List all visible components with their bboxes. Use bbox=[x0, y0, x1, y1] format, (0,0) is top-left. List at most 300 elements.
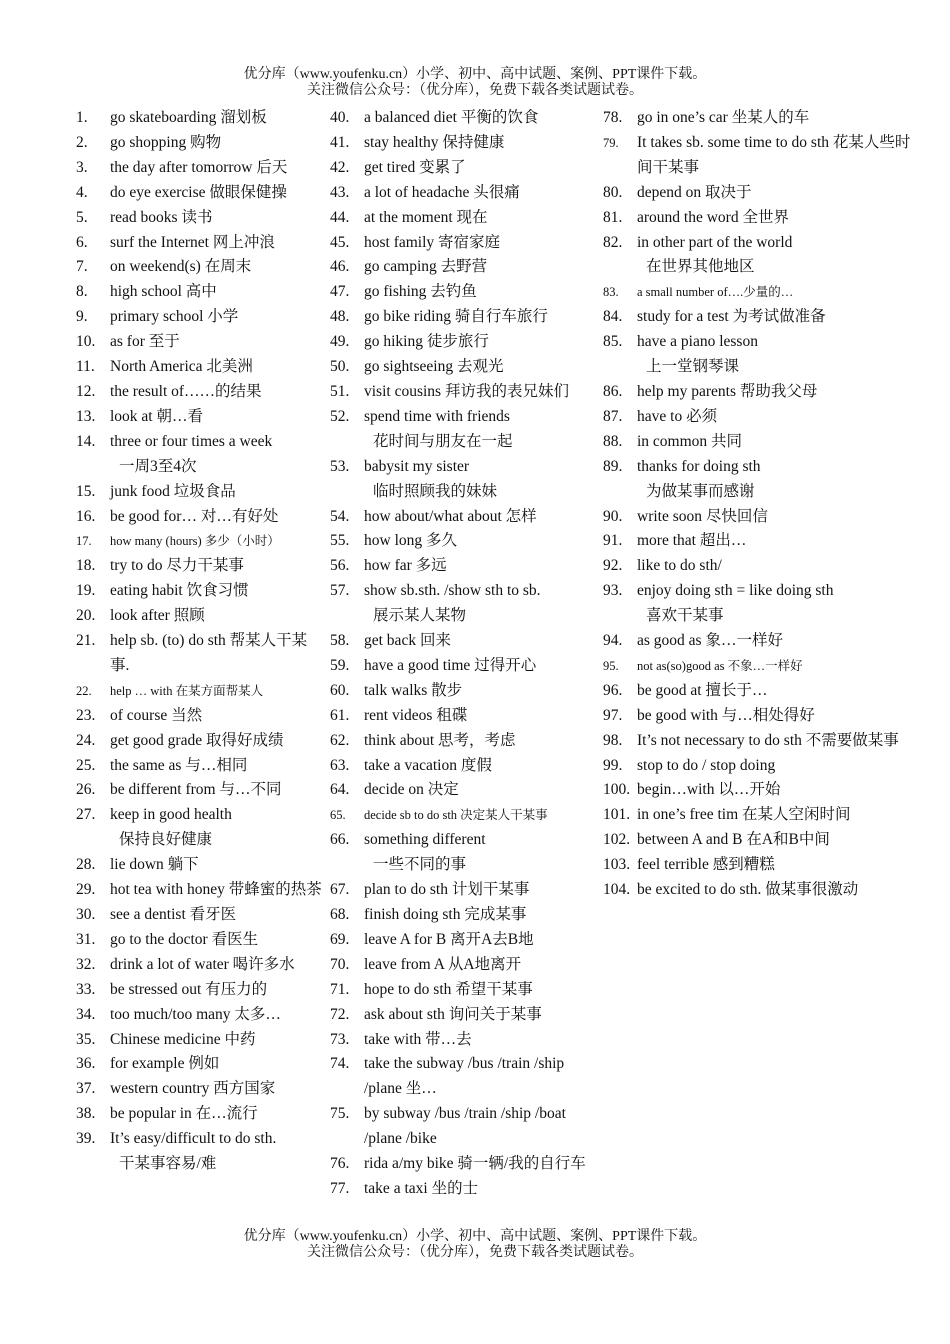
item-text-block bbox=[364, 405, 598, 455]
item-text: keep in good health bbox=[110, 806, 232, 824]
item-text: be good with 与…相处得好 bbox=[637, 706, 815, 724]
header-line-1: 优分库（www.youfenku.cn）小学、初中、高中试题、案例、PPT课件下载。 bbox=[243, 67, 707, 82]
item-text: It’s not necessary to do sth 不需要做某事 bbox=[637, 731, 899, 749]
item-text: not as(so)good as 不象…一样好 bbox=[637, 658, 803, 673]
item-text-block bbox=[364, 355, 598, 380]
item-text: more that 超出… bbox=[637, 532, 747, 550]
item-text: help … with 在某方面帮某人 bbox=[110, 683, 264, 698]
item-translation: 上一堂钢琴课 bbox=[646, 358, 740, 376]
item-text: show sb.sth. /show sth to sb. bbox=[364, 582, 541, 600]
item-number: 77. bbox=[330, 1179, 350, 1197]
item-number: 30. bbox=[76, 906, 96, 923]
item-text: be different from 与…不同 bbox=[110, 781, 282, 799]
item-text: go to the doctor 看医生 bbox=[110, 930, 259, 948]
item-text-block bbox=[364, 131, 598, 156]
item-text-block bbox=[364, 629, 598, 654]
item-text: decide sb to do sth 决定某人干某事 bbox=[364, 808, 548, 823]
list-item bbox=[330, 255, 598, 280]
item-text-block bbox=[364, 206, 598, 231]
item-text: go hiking 徒步旅行 bbox=[364, 333, 489, 351]
item-text-block bbox=[110, 106, 322, 131]
item-number: 16. bbox=[76, 507, 96, 525]
item-text: enjoy doing sth = like doing sth bbox=[637, 582, 834, 600]
item-text-block bbox=[364, 156, 598, 181]
list-item bbox=[76, 355, 322, 380]
item-text: surf the Internet 网上冲浪 bbox=[110, 233, 275, 251]
list-item bbox=[330, 330, 598, 355]
list-item bbox=[330, 1177, 598, 1202]
item-number: 25. bbox=[76, 756, 96, 774]
item-text: take the subway /bus /train /ship /plane 坐… bbox=[364, 1055, 565, 1098]
item-number: 64. bbox=[330, 781, 350, 799]
item-text: visit cousins 拜访我的表兄妹们 bbox=[364, 382, 569, 400]
list-item bbox=[76, 1028, 322, 1053]
list-item bbox=[603, 330, 925, 380]
item-number: 56. bbox=[330, 557, 350, 575]
item-text-block bbox=[364, 330, 598, 355]
item-number: 72. bbox=[330, 1005, 350, 1023]
item-text-block bbox=[364, 1152, 598, 1177]
item-number: 87. bbox=[603, 407, 623, 425]
list-item bbox=[76, 255, 322, 280]
item-number: 13. bbox=[76, 407, 96, 425]
item-text: leave A for B 离开A去B地 bbox=[364, 930, 534, 948]
list-item bbox=[330, 754, 598, 779]
item-text: rida a/my bike 骑一辆/我的自行车 bbox=[364, 1155, 586, 1173]
item-text-block bbox=[110, 280, 322, 305]
item-text-block bbox=[637, 330, 925, 380]
list-item bbox=[603, 579, 925, 629]
item-text-block bbox=[364, 953, 598, 978]
item-text: depend on 取决于 bbox=[637, 183, 752, 201]
item-number: 53. bbox=[330, 457, 350, 475]
item-text: rent videos 租碟 bbox=[364, 706, 468, 724]
list-item bbox=[76, 231, 322, 256]
item-number: 93. bbox=[603, 582, 623, 600]
item-number: 54. bbox=[330, 507, 350, 525]
item-number: 14. bbox=[76, 432, 96, 450]
item-text-block bbox=[364, 505, 598, 530]
item-number: 28. bbox=[76, 856, 96, 874]
item-text: drink a lot of water 喝许多水 bbox=[110, 955, 295, 973]
item-text: host family 寄宿家庭 bbox=[364, 233, 501, 251]
item-number: 19. bbox=[76, 582, 96, 600]
list-item bbox=[330, 828, 598, 878]
list-item bbox=[76, 629, 322, 679]
column-1 bbox=[76, 106, 322, 1177]
item-number: 86. bbox=[603, 382, 623, 400]
item-text-block bbox=[364, 654, 598, 679]
item-number: 97. bbox=[603, 706, 623, 724]
item-text-block bbox=[637, 704, 925, 729]
item-text: at the moment 现在 bbox=[364, 208, 488, 226]
list-item bbox=[76, 554, 322, 579]
list-item bbox=[330, 579, 598, 629]
item-text: like to do sth/ bbox=[637, 557, 722, 575]
item-text: help sb. (to) do sth 帮某人干某事. bbox=[110, 632, 308, 674]
item-number: 41. bbox=[330, 133, 350, 151]
list-item bbox=[76, 529, 322, 554]
item-text-block bbox=[110, 978, 322, 1003]
list-item bbox=[76, 505, 322, 530]
item-number: 12. bbox=[76, 382, 96, 400]
list-item bbox=[76, 206, 322, 231]
item-number: 83. bbox=[603, 285, 619, 300]
item-translation: 花时间与朋友在一起 bbox=[373, 432, 513, 450]
item-number: 23. bbox=[76, 706, 96, 724]
item-text-block bbox=[364, 1028, 598, 1053]
item-number: 6. bbox=[76, 233, 88, 251]
item-number: 45. bbox=[330, 233, 350, 251]
item-text-block bbox=[637, 380, 925, 405]
list-item bbox=[330, 554, 598, 579]
item-text-block bbox=[637, 754, 925, 779]
list-item bbox=[330, 405, 598, 455]
item-text: go shopping 购物 bbox=[110, 133, 222, 151]
item-text-block bbox=[637, 231, 925, 281]
item-number: 66. bbox=[330, 831, 350, 849]
item-text-block bbox=[364, 754, 598, 779]
item-text-block bbox=[364, 978, 598, 1003]
item-translation: 临时照顾我的妹妹 bbox=[373, 482, 498, 500]
item-text-block bbox=[110, 255, 322, 280]
item-text-block bbox=[110, 1052, 322, 1077]
list-item bbox=[76, 1003, 322, 1028]
item-number: 37. bbox=[76, 1080, 96, 1098]
item-number: 8. bbox=[76, 283, 88, 301]
item-text-block bbox=[637, 206, 925, 231]
item-text: plan to do sth 计划干某事 bbox=[364, 881, 530, 899]
item-text: of course 当然 bbox=[110, 706, 203, 724]
item-number: 57. bbox=[330, 582, 350, 600]
list-item bbox=[76, 878, 322, 903]
list-item bbox=[603, 231, 925, 281]
item-number: 20. bbox=[76, 607, 96, 625]
item-text-block bbox=[364, 305, 598, 330]
list-item bbox=[330, 654, 598, 679]
item-translation: 展示某人某物 bbox=[373, 607, 467, 625]
item-number: 101. bbox=[603, 806, 631, 824]
item-number: 76. bbox=[330, 1155, 350, 1173]
item-number: 73. bbox=[330, 1030, 350, 1048]
list-item bbox=[76, 778, 322, 803]
item-text-block bbox=[110, 380, 322, 405]
list-item bbox=[330, 778, 598, 803]
list-item bbox=[76, 430, 322, 480]
item-text: have to 必须 bbox=[637, 407, 718, 425]
item-translation: 为做某事而感谢 bbox=[646, 482, 755, 500]
list-item bbox=[603, 181, 925, 206]
item-text-block bbox=[637, 803, 925, 828]
item-number: 48. bbox=[330, 308, 350, 326]
item-text: get good grade 取得好成绩 bbox=[110, 731, 284, 749]
list-item bbox=[76, 380, 322, 405]
list-item bbox=[603, 106, 925, 131]
footer-line-2: 关注微信公众号：（优分库），免费下载各类试题试卷。 bbox=[307, 1245, 643, 1260]
item-text-block bbox=[364, 803, 598, 828]
item-text-block bbox=[110, 206, 322, 231]
item-number: 85. bbox=[603, 333, 623, 351]
list-item bbox=[330, 181, 598, 206]
column-2 bbox=[330, 106, 598, 1202]
item-text: North America 北美洲 bbox=[110, 358, 253, 376]
list-item bbox=[330, 928, 598, 953]
item-text: how about/what about 怎样 bbox=[364, 507, 537, 525]
item-number: 39. bbox=[76, 1130, 96, 1148]
item-text: Chinese medicine 中药 bbox=[110, 1030, 256, 1048]
item-text-block bbox=[110, 878, 322, 903]
item-number: 52. bbox=[330, 407, 350, 425]
item-text: help my parents 帮助我父母 bbox=[637, 382, 818, 400]
item-number: 35. bbox=[76, 1030, 96, 1048]
list-item bbox=[603, 803, 925, 828]
item-number: 1. bbox=[76, 109, 88, 126]
list-item bbox=[76, 803, 322, 853]
list-item bbox=[76, 729, 322, 754]
item-text-block bbox=[110, 131, 322, 156]
item-translation: 干某事容易/难 bbox=[119, 1155, 217, 1173]
item-text: the same as 与…相同 bbox=[110, 756, 248, 774]
item-text: It takes sb. some time to do sth 花某人些时间干某事 bbox=[637, 133, 911, 176]
list-item bbox=[330, 1152, 598, 1177]
item-number: 63. bbox=[330, 756, 350, 774]
list-item bbox=[330, 878, 598, 903]
item-text: around the word 全世界 bbox=[637, 208, 789, 226]
item-text: in one’s free tim 在某人空闲时间 bbox=[637, 806, 851, 824]
list-item bbox=[603, 380, 925, 405]
list-item bbox=[603, 505, 925, 530]
item-number: 91. bbox=[603, 532, 623, 550]
item-text: look after 照顾 bbox=[110, 607, 205, 625]
item-text-block bbox=[110, 554, 322, 579]
item-text: talk walks 散步 bbox=[364, 681, 463, 699]
list-item bbox=[330, 355, 598, 380]
item-text: go sightseeing 去观光 bbox=[364, 358, 504, 376]
list-item bbox=[603, 704, 925, 729]
item-number: 74. bbox=[330, 1055, 350, 1073]
item-text: the result of……的结果 bbox=[110, 382, 262, 400]
item-text: think about 思考，考虑 bbox=[364, 731, 516, 749]
item-number: 40. bbox=[330, 109, 350, 126]
list-item bbox=[330, 156, 598, 181]
item-text-block bbox=[110, 156, 322, 181]
item-text: It’s easy/difficult to do sth. bbox=[110, 1130, 277, 1148]
item-text: in other part of the world bbox=[637, 233, 793, 251]
item-text-block bbox=[110, 305, 322, 330]
item-number: 78. bbox=[603, 109, 623, 126]
item-text-block bbox=[110, 778, 322, 803]
list-item bbox=[330, 679, 598, 704]
item-number: 60. bbox=[330, 681, 350, 699]
item-text-block bbox=[110, 803, 322, 853]
item-number: 58. bbox=[330, 632, 350, 650]
item-number: 98. bbox=[603, 731, 623, 749]
item-text-block bbox=[637, 679, 925, 704]
list-item bbox=[76, 928, 322, 953]
item-text: western country 西方国家 bbox=[110, 1080, 276, 1098]
item-number: 29. bbox=[76, 881, 96, 899]
item-text: stop to do / stop doing bbox=[637, 756, 776, 774]
item-text: get back 回来 bbox=[364, 632, 451, 650]
item-translation: 一些不同的事 bbox=[373, 856, 467, 874]
item-text-block bbox=[110, 579, 322, 604]
item-text-block bbox=[110, 928, 322, 953]
item-text: something different bbox=[364, 831, 486, 849]
list-item bbox=[603, 405, 925, 430]
item-number: 99. bbox=[603, 756, 623, 774]
item-text-block bbox=[637, 430, 925, 455]
list-item bbox=[330, 729, 598, 754]
item-text-block bbox=[364, 106, 598, 131]
item-number: 55. bbox=[330, 532, 350, 550]
list-item bbox=[330, 529, 598, 554]
item-number: 42. bbox=[330, 158, 350, 176]
list-item bbox=[76, 754, 322, 779]
item-number: 33. bbox=[76, 980, 96, 998]
item-number: 3. bbox=[76, 158, 88, 176]
item-text-block bbox=[364, 903, 598, 928]
list-item bbox=[330, 1003, 598, 1028]
item-text-block bbox=[637, 181, 925, 206]
item-text: how long 多久 bbox=[364, 532, 458, 550]
item-text-block bbox=[364, 878, 598, 903]
item-text-block bbox=[364, 181, 598, 206]
item-number: 92. bbox=[603, 557, 623, 575]
item-text: babysit my sister bbox=[364, 457, 470, 475]
item-number: 51. bbox=[330, 382, 350, 400]
item-text-block bbox=[364, 231, 598, 256]
item-text-block bbox=[637, 579, 925, 629]
item-text-block bbox=[637, 853, 925, 878]
footer-banner bbox=[0, 1229, 950, 1261]
list-item bbox=[330, 803, 598, 828]
item-text-block bbox=[110, 505, 322, 530]
item-text-block bbox=[110, 754, 322, 779]
item-number: 34. bbox=[76, 1005, 96, 1023]
item-text-block bbox=[364, 380, 598, 405]
item-text-block bbox=[110, 729, 322, 754]
item-number: 61. bbox=[330, 706, 350, 724]
item-text: for example 例如 bbox=[110, 1055, 220, 1073]
item-text: three or four times a week bbox=[110, 432, 273, 450]
item-text-block bbox=[110, 1003, 322, 1028]
list-item bbox=[76, 903, 322, 928]
item-text-block bbox=[364, 1052, 598, 1102]
list-item bbox=[330, 106, 598, 131]
item-text: stay healthy 保持健康 bbox=[364, 133, 505, 151]
item-number: 96. bbox=[603, 681, 623, 699]
item-text: hope to do sth 希望干某事 bbox=[364, 980, 533, 998]
list-item bbox=[330, 305, 598, 330]
item-translation: 保持良好健康 bbox=[119, 831, 213, 849]
item-number: 7. bbox=[76, 258, 88, 276]
item-text: a lot of headache 头很痛 bbox=[364, 183, 520, 201]
item-text-block bbox=[110, 355, 322, 380]
item-translation: 一周3至4次 bbox=[119, 457, 197, 475]
item-text-block bbox=[364, 554, 598, 579]
list-item bbox=[330, 280, 598, 305]
list-item bbox=[603, 305, 925, 330]
list-item bbox=[603, 554, 925, 579]
item-text-block bbox=[637, 505, 925, 530]
item-text-block bbox=[110, 953, 322, 978]
item-number: 94. bbox=[603, 632, 623, 650]
list-item bbox=[76, 704, 322, 729]
item-text: look at 朝…看 bbox=[110, 407, 203, 425]
item-number: 10. bbox=[76, 333, 96, 351]
item-text-block bbox=[364, 1177, 598, 1202]
item-text: finish doing sth 完成某事 bbox=[364, 906, 527, 923]
item-text: thanks for doing sth bbox=[637, 457, 761, 475]
item-number: 79. bbox=[603, 135, 619, 150]
item-number: 100. bbox=[603, 781, 631, 799]
list-item bbox=[76, 330, 322, 355]
item-number: 9. bbox=[76, 308, 88, 326]
list-item bbox=[76, 604, 322, 629]
item-text: see a dentist 看牙医 bbox=[110, 906, 237, 923]
item-number: 32. bbox=[76, 955, 96, 973]
item-text-block bbox=[110, 405, 322, 430]
item-text: high school 高中 bbox=[110, 283, 217, 301]
item-number: 67. bbox=[330, 881, 350, 899]
item-text: as good as 象…一样好 bbox=[637, 632, 783, 650]
item-number: 36. bbox=[76, 1055, 96, 1073]
list-item bbox=[76, 978, 322, 1003]
item-number: 50. bbox=[330, 358, 350, 376]
list-item bbox=[76, 579, 322, 604]
item-number: 89. bbox=[603, 457, 623, 475]
item-text: go fishing 去钓鱼 bbox=[364, 283, 477, 301]
item-text: a balanced diet 平衡的饮食 bbox=[364, 109, 539, 126]
list-item bbox=[330, 953, 598, 978]
item-text-block bbox=[364, 679, 598, 704]
list-item bbox=[603, 679, 925, 704]
footer-line-1: 优分库（www.youfenku.cn）小学、初中、高中试题、案例、PPT课件下载。 bbox=[243, 1229, 707, 1244]
item-text: how many (hours) 多少（小时） bbox=[110, 534, 280, 549]
item-text-block bbox=[364, 828, 598, 878]
item-number: 24. bbox=[76, 731, 96, 749]
item-text-block bbox=[637, 280, 925, 305]
list-item bbox=[330, 131, 598, 156]
list-item bbox=[603, 131, 925, 181]
list-item bbox=[603, 206, 925, 231]
item-text-block bbox=[110, 181, 322, 206]
list-item bbox=[76, 679, 322, 704]
item-text: lie down 躺下 bbox=[110, 856, 199, 874]
item-number: 68. bbox=[330, 906, 350, 923]
item-text-block bbox=[637, 529, 925, 554]
item-text: decide on 决定 bbox=[364, 781, 459, 799]
column-3 bbox=[603, 106, 925, 903]
item-number: 22. bbox=[76, 683, 92, 698]
item-text-block bbox=[364, 778, 598, 803]
item-text-block bbox=[110, 231, 322, 256]
list-item bbox=[330, 1052, 598, 1102]
list-item bbox=[603, 280, 925, 305]
list-item bbox=[76, 1127, 322, 1177]
item-text-block bbox=[110, 853, 322, 878]
list-item bbox=[330, 505, 598, 530]
item-text: the day after tomorrow 后天 bbox=[110, 158, 288, 176]
list-item bbox=[603, 878, 925, 903]
item-number: 26. bbox=[76, 781, 96, 799]
list-item bbox=[76, 106, 322, 131]
list-item bbox=[603, 629, 925, 654]
item-number: 31. bbox=[76, 930, 96, 948]
list-item bbox=[603, 828, 925, 853]
item-text: be excited to do sth. 做某事很激动 bbox=[637, 881, 859, 899]
item-text-block bbox=[364, 928, 598, 953]
